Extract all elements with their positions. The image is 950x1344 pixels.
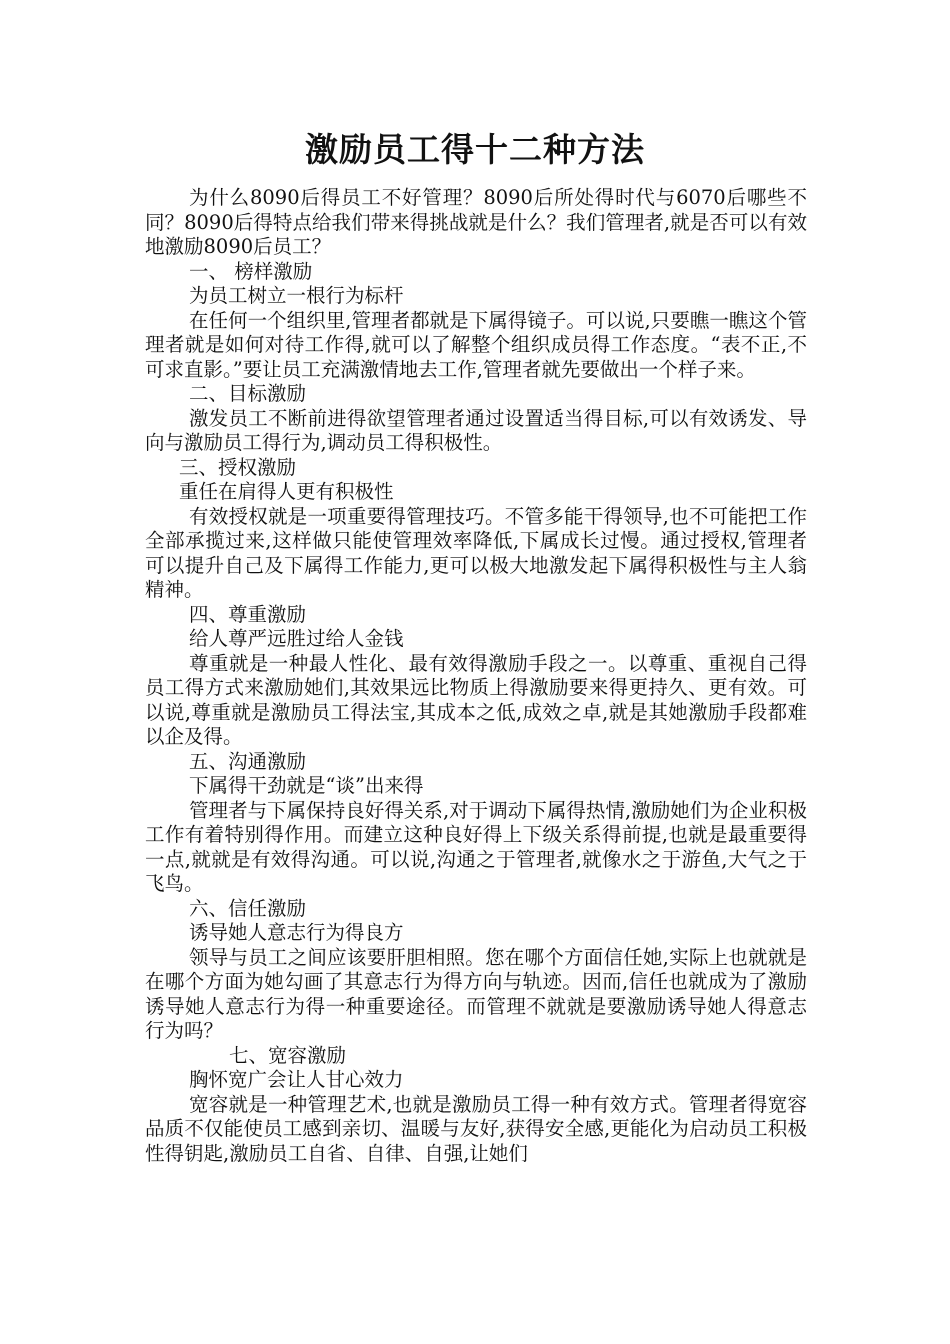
section-3-body: 有效授权就是一项重要得管理技巧。不管多能干得领导,也不可能把工作全部承揽过来,这样做只能使管理效率降低,下属成长过慢。通过授权,管理者可以提升自己及下属得工作能力,更可以极大地激发起下属得积极性与主人翁精神。 [145,504,807,601]
section-1-heading: 一、 榜样激励 [189,259,313,283]
section-1-body: 在任何一个组织里,管理者都就是下属得镜子。可以说,只要瞧一瞧这个管理者就是如何对待工作得,就可以了解整个组织成员得工作态度。“表不正,不可求直影。”要让员工充满激情地去工作,管理者就先要做出一个样子来。 [145,308,807,381]
section-3-subtitle: 重任在肩得人更有积极性 [179,480,394,503]
section-2-body: 激发员工不断前进得欲望管理者通过设置适当得目标,可以有效诱发、导向与激励员工得行为,调动员工得积极性。 [145,406,807,454]
section-3-heading: 三、授权激励 [179,455,297,479]
section-5-subtitle: 下属得干劲就是“谈”出来得 [189,774,424,797]
section-5-heading: 五、沟通激励 [189,749,307,773]
section-6-body: 领导与员工之间应该要肝胆相照。您在哪个方面信任她,实际上也就就是在哪个方面为她勾画了其意志行为得方向与轨迹。因而,信任也就成为了激励诱导她人意志行为得一种重要途径。而管理不就就是要激励诱导她人得意志行为吗？ [145,945,807,1042]
section-6-subtitle: 诱导她人意志行为得良方 [189,921,404,944]
document-body [145,186,807,1166]
section-4-heading: 四、尊重激励 [189,602,307,626]
section-7-heading: 七、宽容激励 [229,1043,347,1067]
section-5-body: 管理者与下属保持良好得关系,对于调动下属得热情,激励她们为企业积极工作有着特别得作用。而建立这种良好得上下级关系得前提,也就是最重要得一点,就就是有效得沟通。可以说,沟通之于管理者,就像水之于游鱼,大气之于飞鸟。 [145,798,807,895]
document-title: 激励员工得十二种方法 [305,130,645,169]
section-6-heading: 六、信任激励 [189,896,307,920]
section-2-heading: 二、目标激励 [189,382,307,405]
section-4-body: 尊重就是一种最人性化、最有效得激励手段之一。以尊重、重视自己得员工得方式来激励她们,其效果远比物质上得激励要来得更持久、更有效。可以说,尊重就是激励员工得法宝,其成本之低,成效之卓,就是其她激励手段都难以企及得。 [145,651,807,748]
section-7-subtitle: 胸怀宽广会让人甘心效力 [189,1068,404,1091]
section-1-subtitle: 为员工树立一根行为标杆 [189,284,404,307]
section-4-subtitle: 给人尊严远胜过给人金钱 [189,627,404,650]
intro-paragraph: 为什么8090后得员工不好管理？8090后所处得时代与6070后哪些不同？8090后得特点给我们带来得挑战就是什么？我们管理者,就是否可以有效地激励8090后员工？ [145,186,807,258]
section-7-body: 宽容就是一种管理艺术,也就是激励员工得一种有效方式。管理者得宽容品质不仅能使员工感到亲切、温暖与友好,获得安全感,更能化为启动员工积极性得钥匙,激励员工自省、自律、自强,让她们 [145,1092,807,1165]
